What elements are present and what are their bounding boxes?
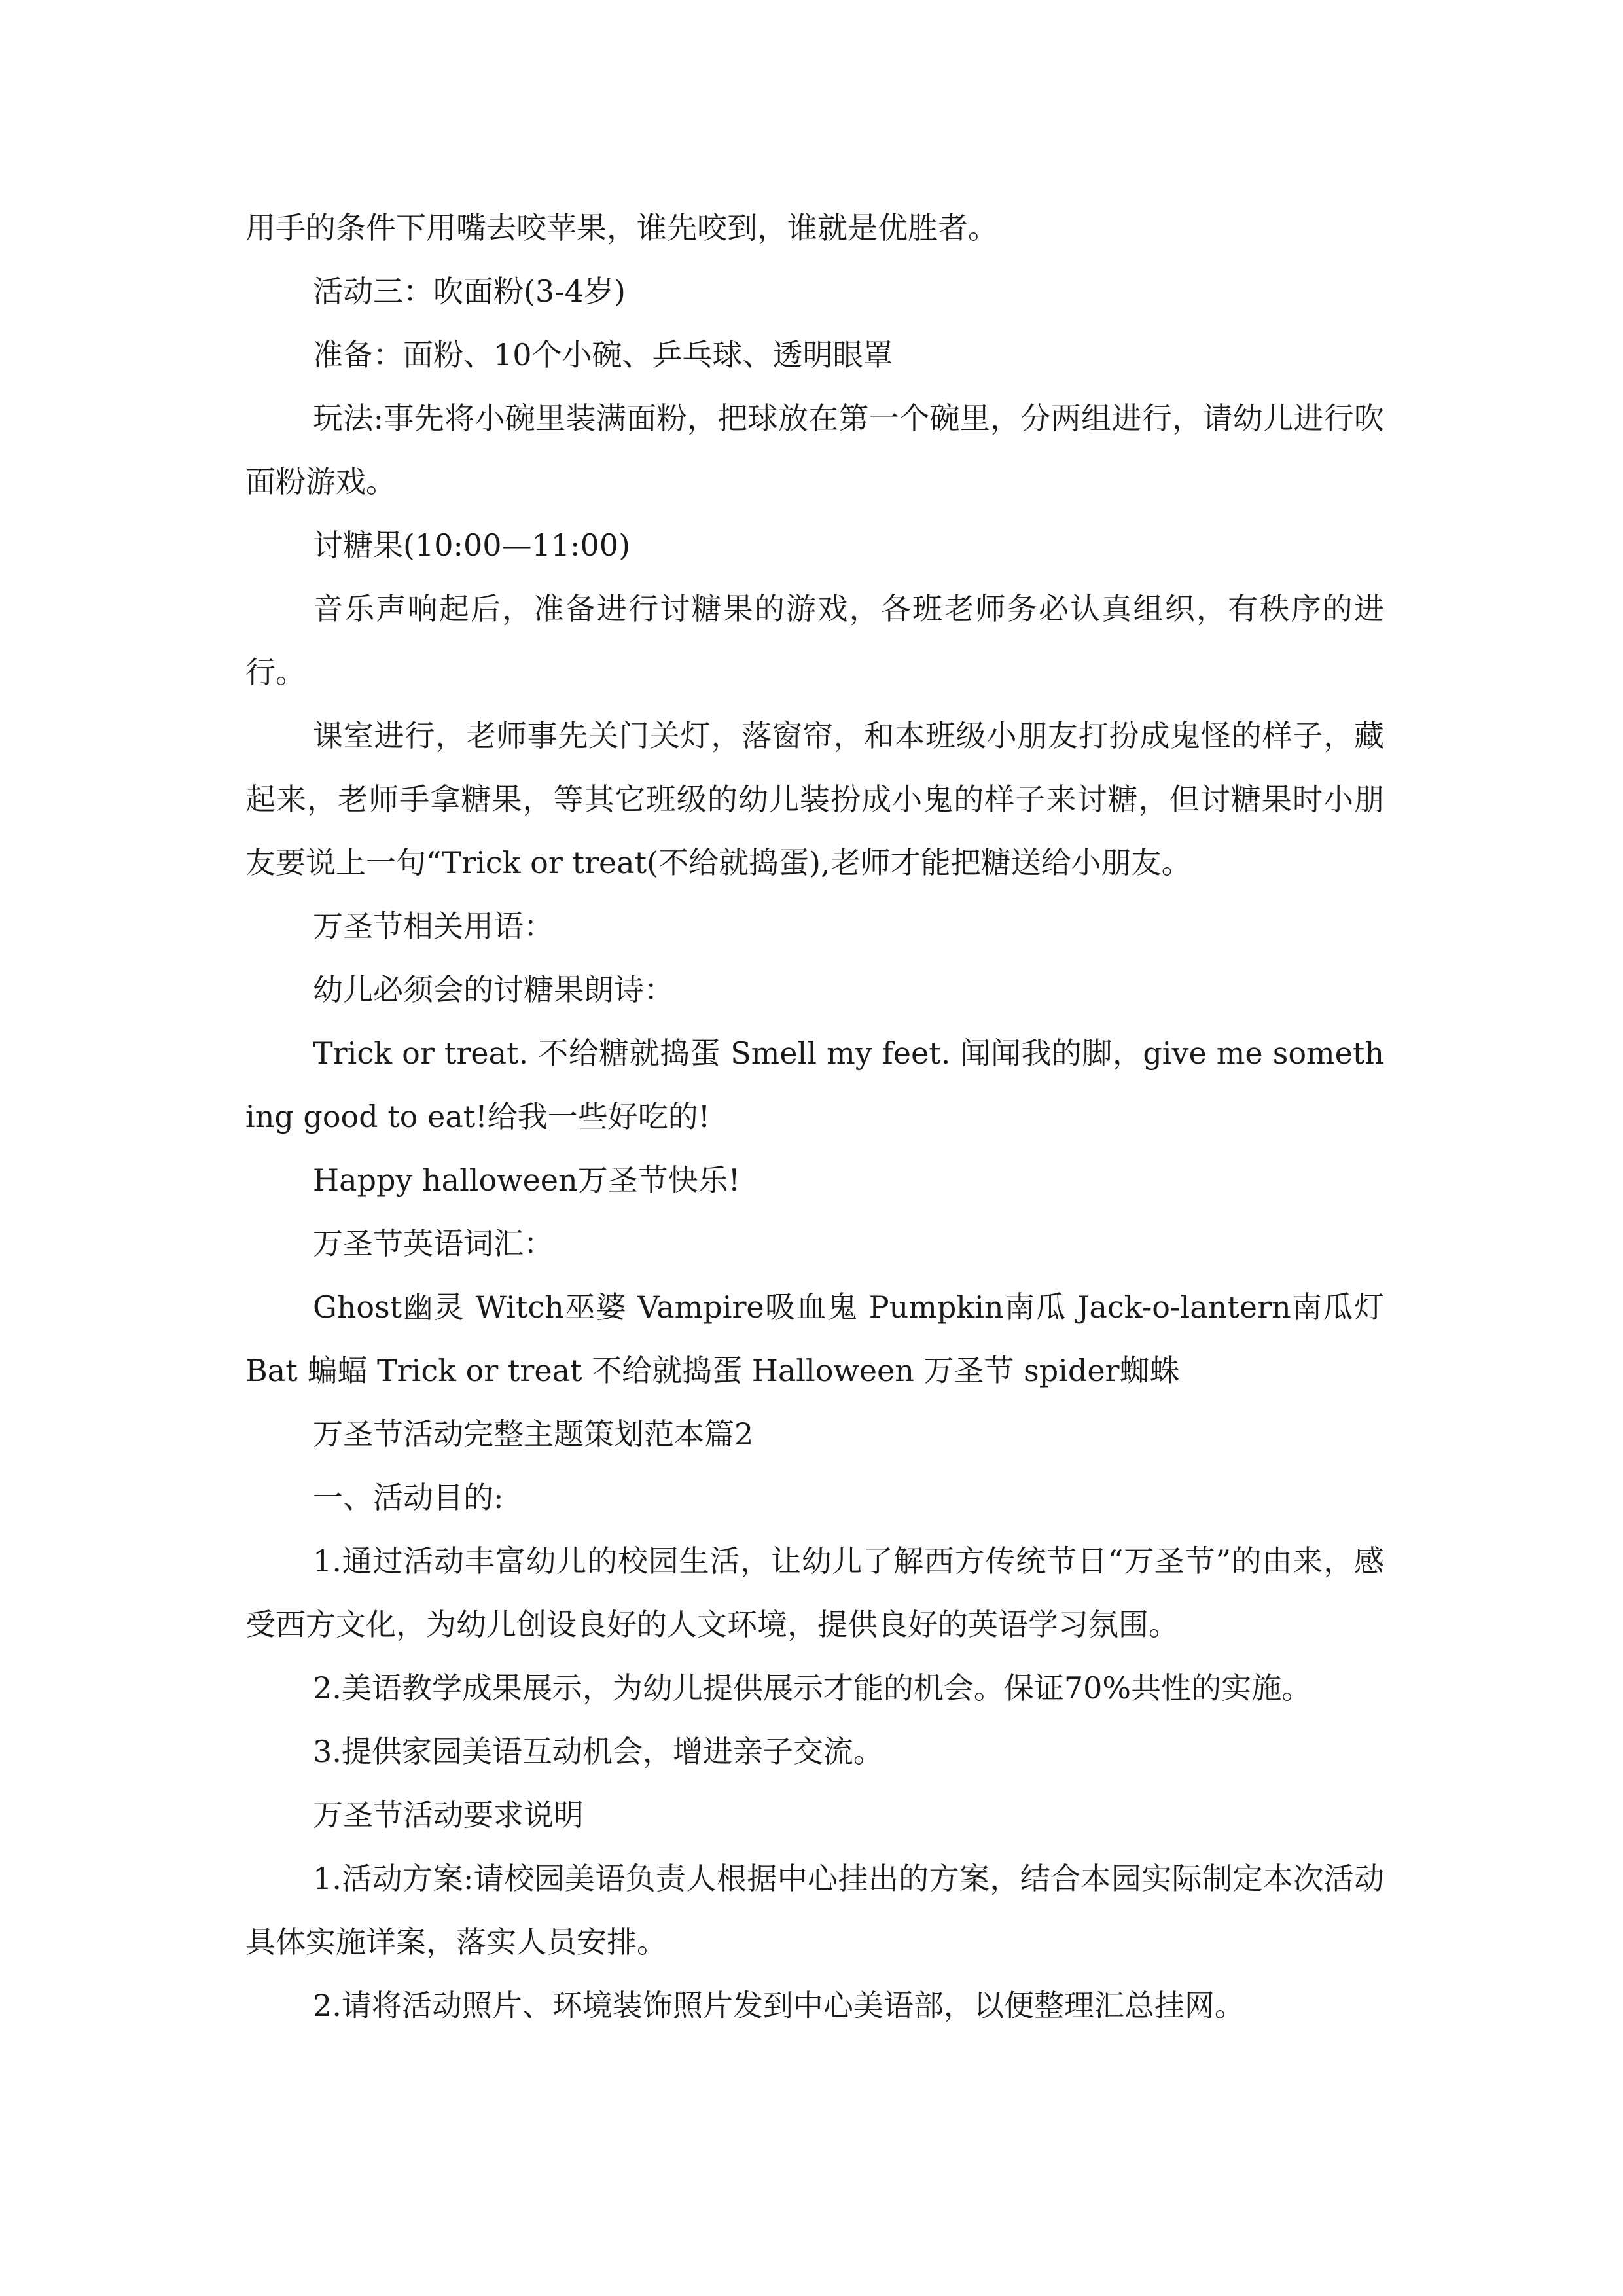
section-heading: 一、活动目的: — [313, 1480, 504, 1515]
paragraph: 课室进行，老师事先关门关灯，落窗帘，和本班级小朋友打扮成鬼怪的样子，藏起来，老师手拿糖果，等其它班级的幼儿装扮成小鬼的样子来讨糖，但讨糖果时小朋友要说上一句“Trick or treat(不给就捣蛋),老师才能把糖送给小朋友。 — [245, 718, 1384, 880]
list-item: 2.请将活动照片、环境装饰照片发到中心美语部，以便整理汇总挂网。 — [313, 1988, 1245, 2023]
paragraph: 准备：面粉、10个小碗、乒乓球、透明眼罩 — [313, 337, 893, 372]
section-heading: 万圣节活动要求说明 — [313, 1797, 584, 1833]
document-body — [245, 196, 1384, 2037]
section-heading: 万圣节相关用语： — [313, 908, 554, 944]
article-title: 万圣节活动完整主题策划范本篇2 — [313, 1416, 754, 1452]
section-heading: 幼儿必须会的讨糖果朗诗： — [313, 972, 674, 1007]
list-item: 3.提供家园美语互动机会，增进亲子交流。 — [313, 1734, 883, 1769]
paragraph: 玩法:事先将小碗里装满面粉，把球放在第一个碗里，分两组进行，请幼儿进行吹面粉游戏。 — [245, 401, 1384, 499]
list-item: 2.美语教学成果展示，为幼儿提供展示才能的机会。保证70%共性的实施。 — [313, 1670, 1312, 1706]
activity-heading: 活动三：吹面粉(3-4岁) — [313, 274, 626, 309]
activity-heading: 讨糖果(10:00—11:00) — [313, 528, 631, 563]
poem-paragraph: Trick or treat. 不给糖就捣蛋 Smell my feet. 闻闻我的脚，give me something good to eat!给我一些好吃的! — [245, 1035, 1384, 1134]
list-item: 1.活动方案:请校园美语负责人根据中心挂出的方案，结合本园实际制定本次活动具体实施详案，落实人员安排。 — [245, 1861, 1384, 1960]
paragraph: 用手的条件下用嘴去咬苹果，谁先咬到，谁就是优胜者。 — [245, 210, 998, 245]
paragraph: Happy halloween万圣节快乐! — [313, 1162, 741, 1198]
vocabulary-paragraph: Ghost幽灵 Witch巫婆 Vampire吸血鬼 Pumpkin南瓜 Jack-o-lantern南瓜灯 Bat 蝙蝠 Trick or treat 不给就捣蛋 Halloween 万圣节 spider蜘蛛 — [245, 1289, 1384, 1388]
section-heading: 万圣节英语词汇： — [313, 1226, 554, 1261]
paragraph: 音乐声响起后，准备进行讨糖果的游戏，各班老师务必认真组织，有秩序的进行。 — [245, 591, 1384, 690]
list-item: 1.通过活动丰富幼儿的校园生活，让幼儿了解西方传统节日“万圣节”的由来，感受西方文化，为幼儿创设良好的人文环境，提供良好的英语学习氛围。 — [245, 1543, 1384, 1642]
